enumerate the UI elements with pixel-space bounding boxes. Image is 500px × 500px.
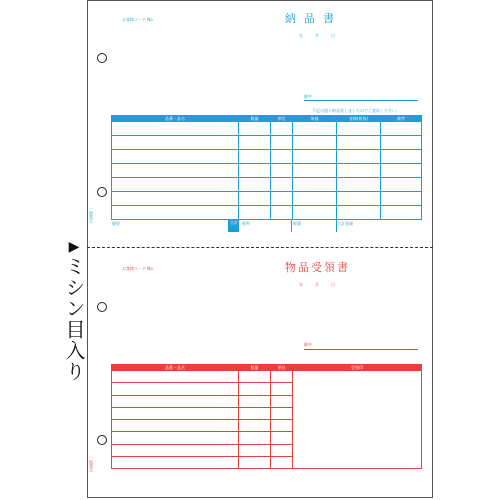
footer-divider [336, 220, 337, 232]
table-row [112, 371, 422, 383]
customer-code-label: お客様コード No. [122, 17, 154, 22]
col-unit: 単位 [271, 365, 293, 371]
addressee-line [304, 349, 418, 350]
receipt-title: 物品受領書 [285, 261, 350, 274]
col-price: 単価 [293, 116, 337, 122]
table-row [112, 150, 422, 164]
binder-hole [97, 302, 107, 312]
col-qty: 数量 [239, 116, 271, 122]
delivery-footer [111, 219, 421, 232]
col-amount: 金額(税抜) [337, 116, 381, 122]
table-row [112, 164, 422, 178]
delivery-table [111, 115, 422, 220]
table-row [112, 122, 422, 136]
receipt-date: 年 月 日 [299, 282, 335, 287]
footer-remark: 摘要 [112, 221, 120, 226]
col-item: 品番・品名 [112, 116, 239, 122]
table-row [112, 178, 422, 192]
perforation-label [62, 238, 86, 382]
col-remarks: 備考 [381, 116, 422, 122]
delivery-note: 下記の通り納品致しましたのでご査収ください。 [312, 108, 400, 113]
col-qty: 数量 [239, 365, 271, 371]
receipt-table [111, 364, 422, 469]
footer-divider [291, 220, 292, 232]
table-row [112, 136, 422, 150]
edge-mark: 一般書式 [89, 207, 94, 223]
col-unit: 単位 [271, 116, 293, 122]
edge-mark: 一般書式 [89, 456, 94, 472]
footer-subtotal: 税額 [293, 221, 301, 226]
table-row [112, 192, 422, 206]
triangle-marker-icon: ▶ [68, 239, 80, 255]
footer-sum-box: 合計 [229, 220, 239, 232]
table-row [112, 206, 422, 220]
col-stamp: 受領印 [293, 365, 422, 371]
col-item: 品番・品名 [112, 365, 239, 371]
customer-code-label: お客様コード No. [122, 266, 154, 271]
perforation-line [87, 247, 433, 248]
delivery-title: 納品書 [285, 12, 342, 25]
binder-hole [97, 53, 107, 63]
footer-tax: 税率 [242, 221, 250, 226]
binder-hole [97, 435, 107, 445]
footer-divider [228, 220, 229, 232]
delivery-date: 年 月 日 [299, 33, 335, 38]
addressee-label: 御中 [304, 342, 312, 347]
perforation-label-text: ミシン目入り [62, 256, 86, 382]
binder-hole [97, 187, 107, 197]
footer-total: 合計金額 [337, 221, 353, 226]
addressee-line [304, 100, 418, 101]
addressee-label: 御中 [304, 94, 312, 99]
